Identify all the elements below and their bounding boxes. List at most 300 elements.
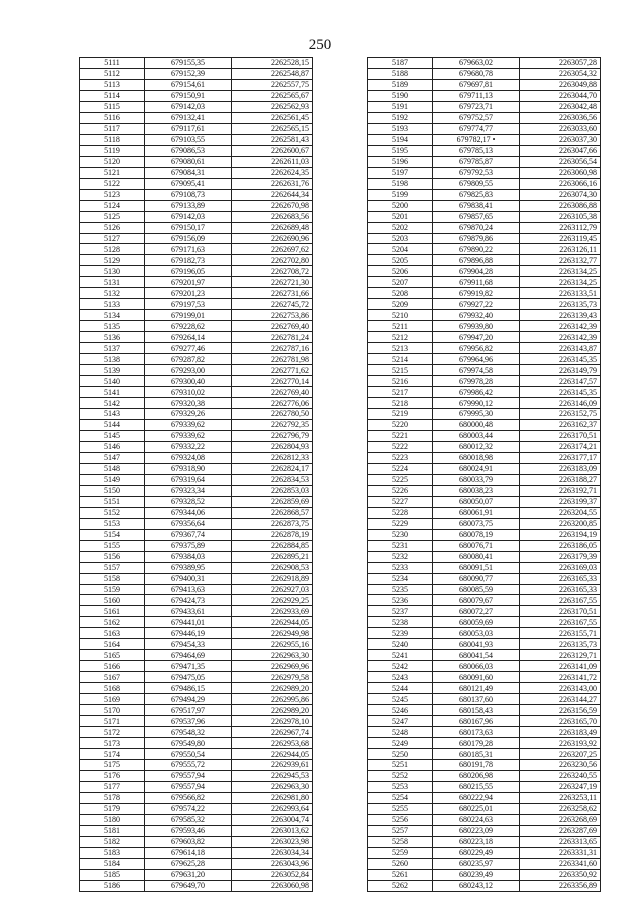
point-number-text: 5201: [392, 212, 408, 222]
x-coordinate-cell: [145, 573, 232, 584]
y-coordinate-text: 2262557,75: [271, 80, 309, 90]
x-coordinate-text: 679389,95: [171, 563, 205, 573]
table-row: [80, 123, 313, 134]
table-row: [368, 376, 601, 387]
y-coordinate-text: 2263134,25: [559, 277, 597, 287]
table-row: [80, 419, 313, 430]
y-coordinate-cell: [232, 595, 313, 606]
x-coordinate-text: 679080,61: [171, 157, 205, 167]
x-coordinate-cell: [433, 781, 520, 792]
point-number-text: 5156: [104, 552, 120, 562]
x-coordinate-text: 679154,61: [171, 80, 205, 90]
x-coordinate-cell: [433, 880, 520, 891]
y-coordinate-text: 2263044,70: [559, 91, 597, 101]
point-number-text: 5192: [392, 113, 408, 123]
y-coordinate-cell: [232, 79, 313, 90]
table-row: [80, 134, 313, 145]
y-coordinate-text: 2263207,25: [559, 749, 597, 759]
point-number-text: 5229: [392, 519, 408, 529]
point-number-text: 5237: [392, 606, 408, 616]
y-coordinate-cell: [520, 145, 601, 156]
x-coordinate-cell: [145, 474, 232, 485]
table-row: [368, 705, 601, 716]
y-coordinate-text: 2263194,19: [559, 530, 597, 540]
y-coordinate-cell: [232, 551, 313, 562]
y-coordinate-text: 2262548,87: [271, 69, 309, 79]
point-number-cell: [368, 705, 433, 716]
point-number-cell: [80, 562, 145, 573]
y-coordinate-cell: [232, 639, 313, 650]
y-coordinate-cell: [520, 189, 601, 200]
y-coordinate-text: 2262697,62: [271, 244, 309, 254]
point-number-text: 5123: [104, 190, 120, 200]
point-number-cell: [80, 310, 145, 321]
point-number-text: 5118: [104, 135, 120, 145]
x-coordinate-cell: [433, 409, 520, 420]
y-coordinate-text: 2263146,09: [559, 398, 597, 408]
y-coordinate-cell: [232, 68, 313, 79]
point-number-text: 5126: [104, 223, 120, 233]
x-coordinate-text: 679344,06: [171, 508, 205, 518]
point-number-text: 5227: [392, 497, 408, 507]
point-number-text: 5251: [392, 760, 408, 770]
y-coordinate-text: 2263139,43: [559, 310, 597, 320]
x-coordinate-cell: [145, 58, 232, 69]
point-number-text: 5261: [392, 870, 408, 880]
stray-mark: •: [492, 135, 496, 145]
y-coordinate-text: 2262955,16: [271, 639, 309, 649]
table-row: [80, 244, 313, 255]
point-number-text: 5138: [104, 354, 120, 364]
x-coordinate-cell: [433, 836, 520, 847]
point-number-text: 5195: [392, 146, 408, 156]
point-number-text: 5139: [104, 365, 120, 375]
x-coordinate-cell: [145, 792, 232, 803]
y-coordinate-cell: [520, 441, 601, 452]
point-number-cell: [80, 189, 145, 200]
point-number-text: 5171: [104, 716, 120, 726]
x-coordinate-text: 679375,89: [171, 541, 205, 551]
point-number-cell: [368, 825, 433, 836]
point-number-cell: [368, 310, 433, 321]
y-coordinate-text: 2263170,51: [559, 431, 597, 441]
table-row: [80, 430, 313, 441]
x-coordinate-cell: [433, 562, 520, 573]
point-number-cell: [80, 496, 145, 507]
x-coordinate-text: 679356,64: [171, 519, 205, 529]
y-coordinate-text: 2263023,98: [271, 837, 309, 847]
point-number-cell: [368, 430, 433, 441]
page-number: 250: [308, 37, 332, 53]
y-coordinate-text: 2263152,75: [559, 409, 597, 419]
x-coordinate-cell: [145, 869, 232, 880]
x-coordinate-cell: [145, 672, 232, 683]
x-coordinate-cell: [433, 595, 520, 606]
point-number-text: 5174: [104, 749, 120, 759]
point-number-cell: [80, 880, 145, 891]
y-coordinate-cell: [520, 222, 601, 233]
y-coordinate-cell: [232, 200, 313, 211]
point-number-text: 5136: [104, 332, 120, 342]
y-coordinate-text: 2263149,79: [559, 365, 597, 375]
x-coordinate-cell: [145, 628, 232, 639]
y-coordinate-text: 2262781,24: [271, 332, 309, 342]
table-row: [80, 441, 313, 452]
x-coordinate-cell: [145, 321, 232, 332]
y-coordinate-cell: [232, 869, 313, 880]
table-row: [80, 58, 313, 69]
point-number-text: 5179: [104, 804, 120, 814]
point-number-text: 5182: [104, 837, 120, 847]
x-coordinate-text: 679320,38: [171, 398, 205, 408]
table-row: [368, 244, 601, 255]
point-number-text: 5196: [392, 157, 408, 167]
x-coordinate-cell: [145, 430, 232, 441]
x-coordinate-cell: [145, 595, 232, 606]
table-row: [80, 112, 313, 123]
table-row: [368, 573, 601, 584]
y-coordinate-cell: [520, 617, 601, 628]
point-number-cell: [80, 792, 145, 803]
table-row: [80, 705, 313, 716]
point-number-cell: [80, 222, 145, 233]
point-number-cell: [80, 518, 145, 529]
point-number-text: 5112: [104, 69, 120, 79]
table-row: [368, 222, 601, 233]
x-coordinate-cell: [145, 770, 232, 781]
y-coordinate-cell: [520, 277, 601, 288]
x-coordinate-text: 679424,73: [171, 595, 205, 605]
point-number-text: 5249: [392, 738, 408, 748]
y-coordinate-text: 2263143,87: [559, 343, 597, 353]
point-number-cell: [368, 529, 433, 540]
point-number-text: 5236: [392, 595, 408, 605]
point-number-cell: [80, 387, 145, 398]
y-coordinate-cell: [520, 518, 601, 529]
y-coordinate-cell: [232, 398, 313, 409]
x-coordinate-text: 679264,14: [171, 332, 205, 342]
point-number-text: 5154: [104, 530, 120, 540]
table-row: [368, 430, 601, 441]
y-coordinate-text: 2263167,55: [559, 595, 597, 605]
x-coordinate-cell: [145, 814, 232, 825]
y-coordinate-cell: [520, 847, 601, 858]
y-coordinate-text: 2262933,69: [271, 606, 309, 616]
y-coordinate-cell: [232, 112, 313, 123]
x-coordinate-cell: [433, 376, 520, 387]
x-coordinate-cell: [433, 639, 520, 650]
point-number-text: 5209: [392, 299, 408, 309]
x-coordinate-text: 680059,69: [459, 617, 493, 627]
y-coordinate-cell: [520, 584, 601, 595]
x-coordinate-cell: [433, 233, 520, 244]
x-coordinate-cell: [433, 463, 520, 474]
y-coordinate-text: 2263356,89: [559, 881, 597, 891]
y-coordinate-text: 2262967,74: [271, 727, 309, 737]
y-coordinate-cell: [232, 781, 313, 792]
y-coordinate-cell: [520, 694, 601, 705]
table-row: [368, 365, 601, 376]
x-coordinate-cell: [145, 825, 232, 836]
point-number-cell: [80, 376, 145, 387]
point-number-cell: [80, 595, 145, 606]
table-row: [368, 332, 601, 343]
point-number-text: 5113: [104, 80, 120, 90]
y-coordinate-text: 2262787,16: [271, 343, 309, 353]
y-coordinate-cell: [232, 266, 313, 277]
x-coordinate-text: 680191,78: [459, 760, 493, 770]
table-row: [80, 650, 313, 661]
y-coordinate-cell: [520, 792, 601, 803]
point-number-text: 5181: [104, 826, 120, 836]
x-coordinate-cell: [433, 299, 520, 310]
y-coordinate-text: 2262918,89: [271, 574, 309, 584]
x-coordinate-cell: [145, 507, 232, 518]
x-coordinate-text: 679095,41: [171, 179, 205, 189]
point-number-text: 5225: [392, 475, 408, 485]
point-number-text: 5240: [392, 639, 408, 649]
x-coordinate-cell: [433, 430, 520, 441]
x-coordinate-text: 679774,77: [459, 124, 493, 134]
point-number-cell: [80, 288, 145, 299]
point-number-cell: [80, 507, 145, 518]
x-coordinate-text: 679471,35: [171, 661, 205, 671]
y-coordinate-cell: [232, 573, 313, 584]
x-coordinate-text: 680224,63: [459, 815, 493, 825]
x-coordinate-text: 679197,53: [171, 299, 205, 309]
x-coordinate-cell: [145, 496, 232, 507]
point-number-cell: [80, 178, 145, 189]
table-row: [368, 803, 601, 814]
table-row: [80, 343, 313, 354]
point-number-text: 5213: [392, 343, 408, 353]
point-number-text: 5212: [392, 332, 408, 342]
x-coordinate-cell: [433, 650, 520, 661]
table-row: [368, 749, 601, 760]
y-coordinate-text: 2263268,69: [559, 815, 597, 825]
y-coordinate-cell: [520, 112, 601, 123]
y-coordinate-cell: [232, 858, 313, 869]
x-coordinate-cell: [145, 134, 232, 145]
point-number-cell: [80, 90, 145, 101]
y-coordinate-cell: [232, 134, 313, 145]
point-number-text: 5204: [392, 244, 408, 254]
point-number-text: 5172: [104, 727, 120, 737]
y-coordinate-text: 2262690,96: [271, 233, 309, 243]
x-coordinate-cell: [433, 474, 520, 485]
x-coordinate-cell: [145, 222, 232, 233]
point-number-cell: [80, 409, 145, 420]
x-coordinate-cell: [145, 738, 232, 749]
y-coordinate-cell: [520, 299, 601, 310]
y-coordinate-cell: [232, 617, 313, 628]
x-coordinate-text: 679537,96: [171, 716, 205, 726]
point-number-cell: [80, 430, 145, 441]
y-coordinate-text: 2263134,25: [559, 266, 597, 276]
x-coordinate-cell: [433, 178, 520, 189]
point-number-text: 5189: [392, 80, 408, 90]
table-row: [80, 409, 313, 420]
table-row: [80, 836, 313, 847]
y-coordinate-cell: [232, 387, 313, 398]
x-coordinate-text: 679171,63: [171, 244, 205, 254]
y-coordinate-cell: [232, 880, 313, 891]
table-row: [368, 496, 601, 507]
point-number-cell: [368, 694, 433, 705]
point-number-text: 5231: [392, 541, 408, 551]
y-coordinate-text: 2262689,48: [271, 223, 309, 233]
x-coordinate-text: 679150,91: [171, 91, 205, 101]
y-coordinate-cell: [232, 661, 313, 672]
x-coordinate-text: 679300,40: [171, 376, 205, 386]
point-number-text: 5214: [392, 354, 408, 364]
x-coordinate-text: 680091,51: [459, 563, 493, 573]
point-number-cell: [80, 540, 145, 551]
y-coordinate-text: 2263230,56: [559, 760, 597, 770]
y-coordinate-text: 2262624,35: [271, 168, 309, 178]
table-row: [80, 858, 313, 869]
y-coordinate-cell: [520, 376, 601, 387]
y-coordinate-cell: [232, 836, 313, 847]
point-number-text: 5186: [104, 881, 120, 891]
y-coordinate-cell: [520, 562, 601, 573]
point-number-cell: [368, 496, 433, 507]
table-row: [80, 233, 313, 244]
point-number-cell: [80, 825, 145, 836]
x-coordinate-text: 679152,39: [171, 69, 205, 79]
table-row: [80, 156, 313, 167]
table-row: [368, 628, 601, 639]
point-number-cell: [80, 683, 145, 694]
table-row: [368, 727, 601, 738]
point-number-cell: [368, 661, 433, 672]
y-coordinate-text: 2262631,76: [271, 179, 309, 189]
y-coordinate-text: 2263049,88: [559, 80, 597, 90]
x-coordinate-cell: [433, 332, 520, 343]
y-coordinate-cell: [232, 244, 313, 255]
x-coordinate-text: 679614,18: [171, 848, 205, 858]
y-coordinate-cell: [232, 58, 313, 69]
point-number-cell: [80, 760, 145, 771]
y-coordinate-text: 2263066,16: [559, 179, 597, 189]
table-row: [368, 529, 601, 540]
x-coordinate-text: 679319,64: [171, 475, 205, 485]
x-coordinate-text: 680024,91: [459, 464, 493, 474]
y-coordinate-cell: [520, 639, 601, 650]
x-coordinate-cell: [145, 112, 232, 123]
point-number-text: 5245: [392, 694, 408, 704]
y-coordinate-text: 2263004,74: [271, 815, 309, 825]
table-row: [368, 474, 601, 485]
y-coordinate-text: 2262853,03: [271, 486, 309, 496]
x-coordinate-text: 679494,29: [171, 694, 205, 704]
point-number-cell: [368, 683, 433, 694]
point-number-text: 5207: [392, 277, 408, 287]
point-number-text: 5117: [104, 124, 120, 134]
x-coordinate-text: 679825,83: [459, 190, 493, 200]
y-coordinate-cell: [232, 760, 313, 771]
y-coordinate-cell: [520, 770, 601, 781]
y-coordinate-cell: [520, 628, 601, 639]
y-coordinate-cell: [520, 266, 601, 277]
point-number-text: 5238: [392, 617, 408, 627]
point-number-cell: [368, 540, 433, 551]
table-row: [80, 540, 313, 551]
point-number-text: 5220: [392, 420, 408, 430]
x-coordinate-cell: [145, 694, 232, 705]
table-row: [368, 343, 601, 354]
point-number-text: 5210: [392, 310, 408, 320]
x-coordinate-text: 679108,73: [171, 190, 205, 200]
point-number-cell: [368, 814, 433, 825]
y-coordinate-cell: [232, 123, 313, 134]
point-number-text: 5131: [104, 277, 120, 287]
y-coordinate-cell: [520, 738, 601, 749]
x-coordinate-cell: [433, 738, 520, 749]
y-coordinate-cell: [520, 781, 601, 792]
table-row: [80, 200, 313, 211]
point-number-text: 5217: [392, 387, 408, 397]
point-number-cell: [80, 584, 145, 595]
point-number-text: 5121: [104, 168, 120, 178]
table-row: [80, 365, 313, 376]
x-coordinate-cell: [145, 376, 232, 387]
y-coordinate-text: 2262824,17: [271, 464, 309, 474]
y-coordinate-text: 2262878,19: [271, 530, 309, 540]
point-number-text: 5152: [104, 508, 120, 518]
point-number-text: 5219: [392, 409, 408, 419]
x-coordinate-text: 680003,44: [459, 431, 493, 441]
point-number-cell: [80, 738, 145, 749]
y-coordinate-cell: [520, 760, 601, 771]
x-coordinate-text: 680179,28: [459, 738, 493, 748]
table-row: [368, 463, 601, 474]
x-coordinate-text: 679293,00: [171, 365, 205, 375]
table-row: [80, 518, 313, 529]
y-coordinate-text: 2262944,05: [271, 617, 309, 627]
point-number-text: 5222: [392, 442, 408, 452]
x-coordinate-cell: [433, 244, 520, 255]
point-number-cell: [80, 781, 145, 792]
x-coordinate-text: 679310,02: [171, 387, 205, 397]
y-coordinate-cell: [232, 211, 313, 222]
x-coordinate-text: 679792,53: [459, 168, 493, 178]
point-number-cell: [368, 507, 433, 518]
x-coordinate-text: 680000,48: [459, 420, 493, 430]
y-coordinate-cell: [232, 419, 313, 430]
table-row: [368, 551, 601, 562]
x-coordinate-text: 680041,54: [459, 650, 493, 660]
point-number-text: 5124: [104, 201, 120, 211]
table-row: [80, 847, 313, 858]
y-coordinate-cell: [520, 825, 601, 836]
table-row: [80, 507, 313, 518]
point-number-cell: [368, 474, 433, 485]
table-row: [80, 189, 313, 200]
point-number-text: 5173: [104, 738, 120, 748]
point-number-cell: [368, 288, 433, 299]
y-coordinate-text: 2263054,32: [559, 69, 597, 79]
table-row: [80, 321, 313, 332]
y-coordinate-text: 2263060,98: [559, 168, 597, 178]
table-row: [80, 90, 313, 101]
point-number-text: 5149: [104, 475, 120, 485]
y-coordinate-text: 2262731,66: [271, 288, 309, 298]
x-coordinate-text: 679548,32: [171, 727, 205, 737]
x-coordinate-cell: [145, 836, 232, 847]
x-coordinate-cell: [433, 606, 520, 617]
point-number-cell: [80, 606, 145, 617]
